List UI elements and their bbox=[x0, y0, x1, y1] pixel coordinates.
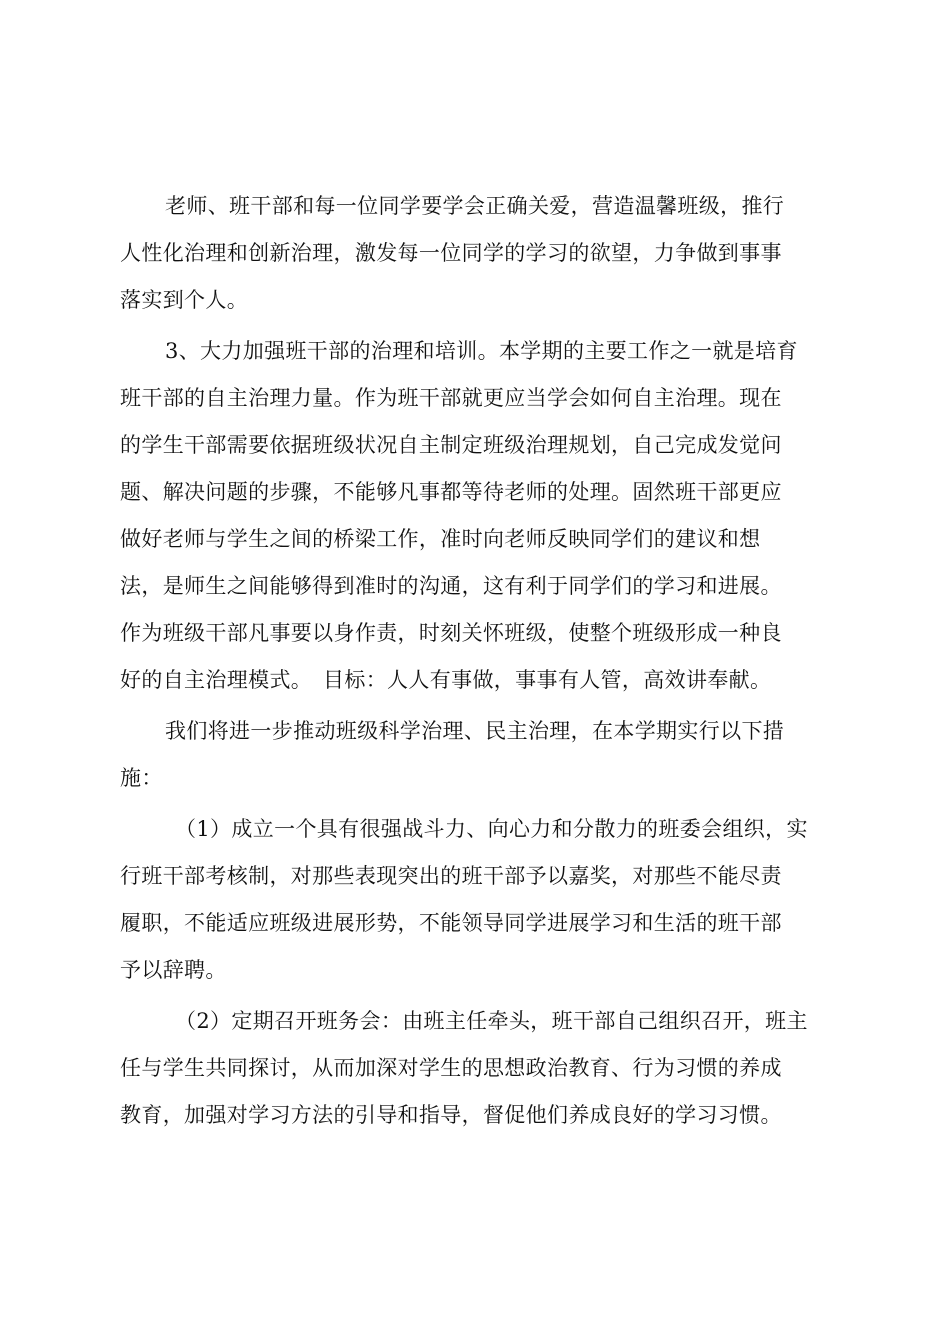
text-line: 我们将进一步推动班级科学治理、民主治理，在本学期实行以下措 bbox=[165, 719, 785, 743]
paragraph-5 bbox=[120, 998, 830, 1139]
text-line: 班干部的自主治理力量。作为班干部就更应当学会如何自主治理。现在 bbox=[120, 386, 782, 410]
text-line: 3、大力加强班干部的治理和培训。本学期的主要工作之一就是培育 bbox=[165, 339, 798, 363]
paragraph-1 bbox=[120, 183, 830, 324]
paragraph-3 bbox=[120, 708, 830, 802]
text-line: 做好老师与学生之间的桥梁工作，准时向老师反映同学们的建议和想 bbox=[120, 527, 761, 551]
text-line: 作为班级干部凡事要以身作责，时刻关怀班级，使整个班级形成一种良 bbox=[120, 621, 782, 645]
paragraph-2 bbox=[120, 328, 830, 704]
document-body bbox=[120, 183, 830, 1139]
text-line: 落实到个人。 bbox=[120, 288, 249, 312]
text-line: （2）定期召开班务会：由班主任牵头，班干部自己组织召开，班主 bbox=[175, 1009, 808, 1033]
text-line: 好的自主治理模式。 目标：人人有事做，事事有人管，高效讲奉献。 bbox=[120, 668, 772, 692]
text-line: 施： bbox=[120, 766, 163, 790]
text-line: 履职，不能适应班级进展形势，不能领导同学进展学习和生活的班干部 bbox=[120, 911, 782, 935]
paragraph-4 bbox=[120, 806, 830, 994]
text-line: 法，是师生之间能够得到准时的沟通，这有利于同学们的学习和进展。 bbox=[120, 574, 782, 598]
text-line: 老师、班干部和每一位同学要学会正确关爱，营造温馨班级，推行 bbox=[165, 194, 785, 218]
text-line: 题、解决问题的步骤，不能够凡事都等待老师的处理。固然班干部更应 bbox=[120, 480, 782, 504]
text-line: 的学生干部需要依据班级状况自主制定班级治理规划，自己完成发觉问 bbox=[120, 433, 782, 457]
text-line: 予以辞聘。 bbox=[120, 958, 227, 982]
text-line: 教育，加强对学习方法的引导和指导，督促他们养成良好的学习习惯。 bbox=[120, 1103, 782, 1127]
text-line: 人性化治理和创新治理，激发每一位同学的学习的欲望，力争做到事事 bbox=[120, 241, 782, 265]
text-line: 行班干部考核制，对那些表现突出的班干部予以嘉奖，对那些不能尽责 bbox=[120, 864, 782, 888]
text-line: 任与学生共同探讨，从而加深对学生的思想政治教育、行为习惯的养成 bbox=[120, 1056, 782, 1080]
text-line: （1）成立一个具有很强战斗力、向心力和分散力的班委会组织，实 bbox=[175, 817, 808, 841]
